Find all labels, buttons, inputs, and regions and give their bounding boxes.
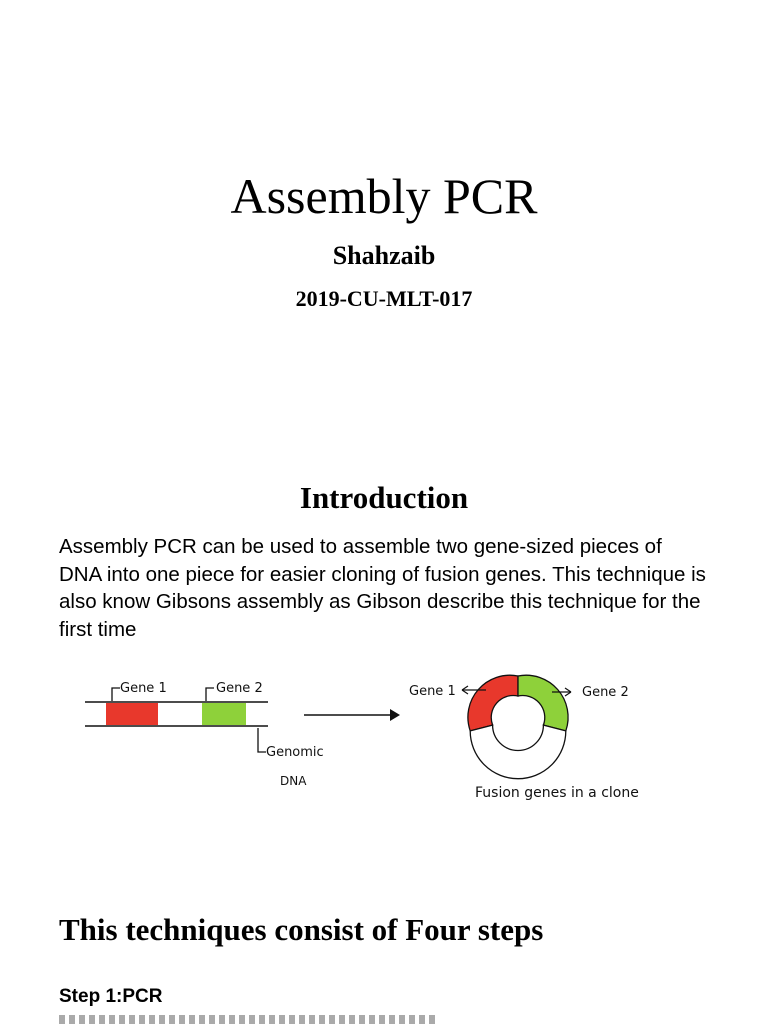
cut-off-text-line: [59, 1015, 559, 1024]
introduction-heading: Introduction: [299, 480, 469, 515]
gene-2-label: Gene 2: [216, 681, 263, 696]
fusion-caption: Fusion genes in a clone: [475, 785, 639, 801]
document-title: Assembly PCR: [230, 168, 538, 224]
gene-1-block: [106, 703, 158, 725]
gene-2-block: [202, 703, 246, 725]
introduction-paragraph: Assembly PCR can be used to assemble two gene-sized pieces of DNA into one piece for easier cloning of fusion genes. This technique is also know Gibsons assembly as Gibson describe this technique for the first time: [59, 535, 706, 641]
circle-gene-1-label: Gene 1: [409, 684, 456, 699]
genomic-label: Genomic: [266, 745, 324, 760]
gene-1-label: Gene 1: [120, 681, 167, 696]
dna-label: DNA: [280, 774, 307, 788]
step-1-label: Step 1:PCR: [59, 986, 163, 1007]
steps-heading: This techniques consist of Four steps: [59, 912, 544, 947]
author-name: Shahzaib: [332, 241, 436, 270]
fusion-gene-diagram: [82, 668, 688, 820]
roll-number: 2019-CU-MLT-017: [295, 286, 473, 311]
circle-gene-2-label: Gene 2: [582, 685, 629, 700]
